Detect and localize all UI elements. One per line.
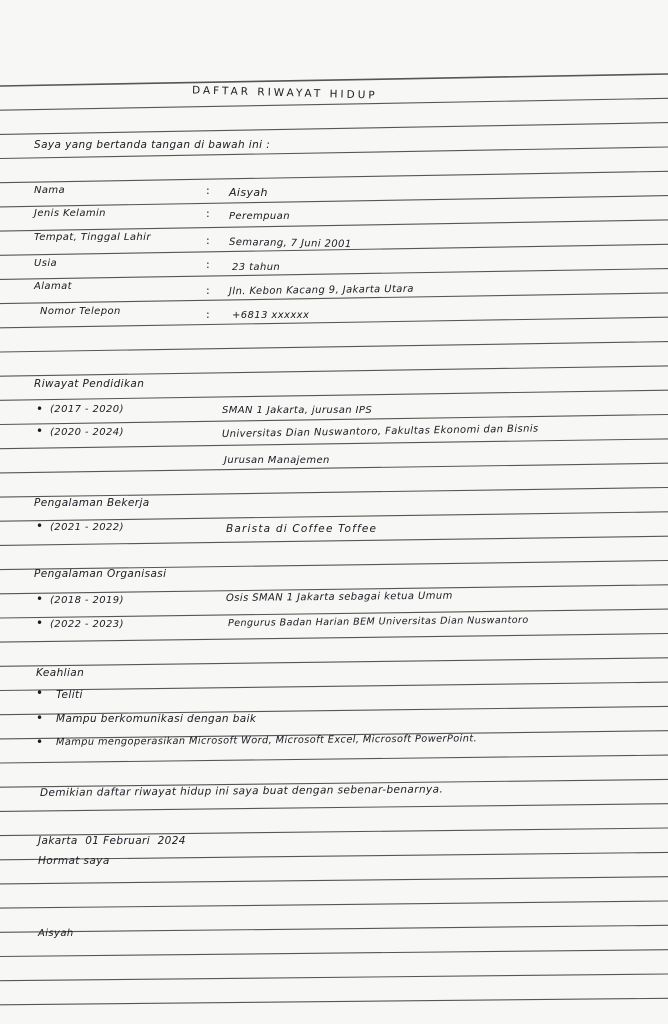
- org-desc-1: Osis SMAN 1 Jakarta sebagai ketua Umum: [225, 590, 453, 604]
- ruled-line: [0, 220, 668, 231]
- ruled-line: [0, 804, 668, 812]
- ruled-line: [0, 74, 668, 86]
- ruled-line: [0, 463, 668, 473]
- colon-nomor-telepon: :: [206, 308, 211, 321]
- ruled-line: [0, 950, 668, 957]
- label-nama: Nama: [34, 185, 66, 196]
- ruled-line: [0, 901, 668, 908]
- edu-desc-2-cont: Jurusan Manajemen: [224, 455, 330, 466]
- edu-period-2: (2020 - 2024): [50, 427, 124, 438]
- work-period-1: (2021 - 2022): [50, 522, 124, 533]
- skill-bullet-1: •: [36, 686, 44, 700]
- edu-period-1: (2017 - 2020): [50, 404, 124, 415]
- signature-name: Aisyah: [38, 928, 74, 939]
- ruled-line: [0, 974, 668, 981]
- value-nama: Aisyah: [229, 186, 268, 199]
- edu-desc-2: Universitas Dian Nuswantoro, Fakultas Ekonomi dan Bisnis: [221, 423, 539, 440]
- ruled-line: [0, 877, 668, 884]
- ruled-line: [0, 171, 668, 182]
- ruled-line: [0, 925, 668, 932]
- ruled-line: [0, 342, 668, 352]
- colon-nama: :: [206, 184, 211, 197]
- colon-jenis-kelamin: :: [206, 207, 211, 220]
- org-desc-2: Pengurus Badan Harian BEM Universitas Dian Nuswantoro: [227, 614, 529, 629]
- ruled-line: [0, 390, 668, 400]
- education-heading: Riwayat Pendidikan: [34, 378, 145, 390]
- skill-item-2: Mampu berkomunikasi dengan baik: [56, 713, 257, 725]
- edu-bullet-1: •: [36, 402, 44, 416]
- ruled-line: [0, 196, 668, 207]
- ruled-line: [0, 998, 668, 1005]
- skills-heading: Keahlian: [36, 667, 85, 679]
- edu-bullet-2: •: [36, 424, 44, 438]
- label-tempat-lahir: Tempat, Tinggal Lahir: [34, 232, 151, 243]
- label-jenis-kelamin: Jenis Kelamin: [34, 208, 106, 219]
- work-bullet-1: •: [36, 519, 44, 533]
- ruled-line: [0, 536, 668, 545]
- intro-text: Saya yang bertanda tangan di bawah ini :: [34, 139, 271, 151]
- work-heading: Pengalaman Bekerja: [34, 497, 150, 509]
- skill-bullet-3: •: [36, 735, 44, 749]
- org-bullet-2: •: [36, 616, 44, 630]
- ruled-line: [0, 755, 668, 763]
- ruled-line: [0, 269, 668, 280]
- work-desc-1: Barista di Coffee Toffee: [226, 523, 378, 535]
- ruled-line: [0, 634, 668, 643]
- edu-desc-1: SMAN 1 Jakarta, jurusan IPS: [222, 405, 373, 416]
- skill-item-3: Mampu mengoperasikan Microsoft Word, Microsoft Excel, Microsoft PowerPoint.: [55, 733, 478, 748]
- label-nomor-telepon: Nomor Telepon: [40, 306, 121, 317]
- label-alamat: Alamat: [34, 281, 72, 292]
- value-jenis-kelamin: Perempuan: [229, 211, 290, 222]
- colon-usia: :: [206, 258, 211, 271]
- colon-tempat-lahir: :: [206, 234, 211, 247]
- regards: Hormat saya: [38, 855, 110, 867]
- place-date: Jakarta 01 Februari 2024: [38, 835, 186, 847]
- org-period-2: (2022 - 2023): [50, 619, 124, 630]
- value-tempat-lahir: Semarang, 7 Juni 2001: [228, 236, 352, 251]
- ruled-line: [0, 512, 668, 521]
- org-bullet-1: •: [36, 592, 44, 606]
- ruled-line: [0, 439, 668, 449]
- organization-heading: Pengalaman Organisasi: [34, 568, 167, 580]
- skill-bullet-2: •: [36, 711, 44, 725]
- value-nomor-telepon: +6813 xxxxxx: [232, 310, 310, 321]
- document-title: DAFTAR RIWAYAT HIDUP: [191, 84, 378, 102]
- ruled-line: [0, 658, 668, 667]
- ruled-line: [0, 366, 668, 376]
- colon-alamat: :: [206, 284, 211, 297]
- label-usia: Usia: [34, 258, 58, 269]
- closing-statement: Demikian daftar riwayat hidup ini saya buat dengan sebenar-benarnya.: [39, 783, 444, 799]
- ruled-line: [0, 123, 668, 135]
- skill-item-1: Teliti: [56, 689, 83, 701]
- org-period-1: (2018 - 2019): [50, 595, 124, 606]
- value-alamat: Jln. Kebon Kacang 9, Jakarta Utara: [228, 283, 414, 298]
- value-usia: 23 tahun: [232, 262, 281, 273]
- ruled-line: [0, 682, 668, 690]
